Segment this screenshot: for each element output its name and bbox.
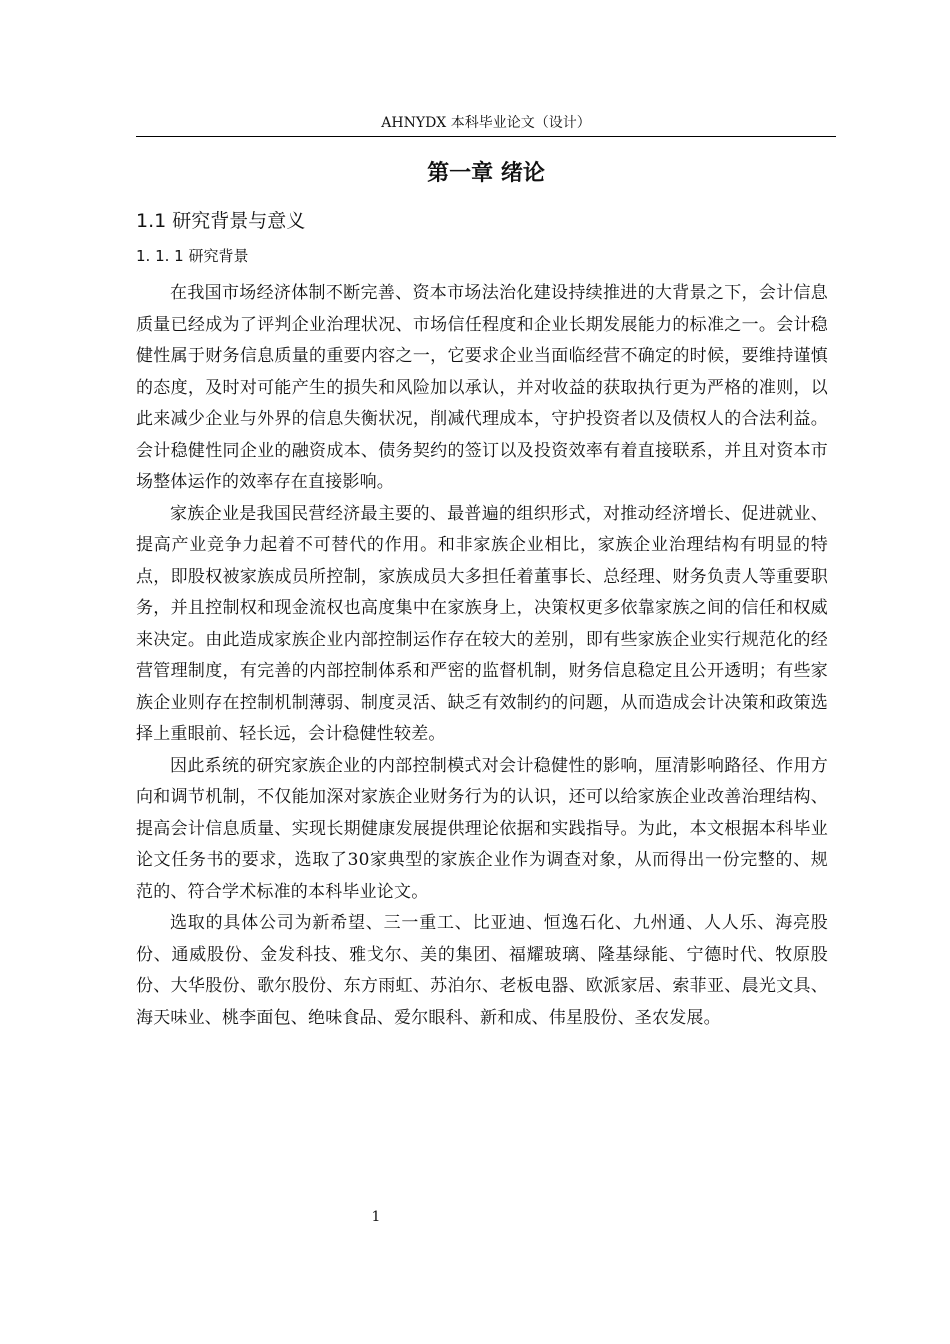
subsection-title: 1. 1. 1 研究背景: [136, 247, 249, 265]
body-text: [136, 278, 828, 1034]
paragraph-2: 家族企业是我国民营经济最主要的、最普遍的组织形式，对推动经济增长、促进就业、提高产业竞争力起着不可替代的作用。和非家族企业相比，家族企业治理结构有明显的特点，即股权被家族成员所控制，家族成员大多担任着董事长、总经理、财务负责人等重要职务，并且控制权和现金流权也高度集中在家族身上，决策权更多依靠家族之间的信任和权威来决定。由此造成家族企业内部控制运作存在较大的差别，即有些家族企业实行规范化的经营管理制度，有完善的内部控制体系和严密的监督机制，财务信息稳定且公开透明；有些家族企业则存在控制机制薄弱、制度灵活、缺乏有效制约的问题，从而造成会计决策和政策选择上重眼前、轻长远，会计稳健性较差。: [136, 503, 828, 744]
chapter-title: 第一章 绪论: [427, 161, 545, 186]
paragraph-3: 因此系统的研究家族企业的内部控制模式对会计稳健性的影响，厘清影响路径、作用方向和调节机制，不仅能加深对家族企业财务行为的认识，还可以给家族企业改善治理结构、提高会计信息质量、实现长期健康发展提供理论依据和实践指导。为此，本文根据本科毕业论文任务书的要求，选取了30家典型的家族企业作为调查对象，从而得出一份完整的、规范的、符合学术标准的本科毕业论文。: [136, 755, 828, 902]
page-number: 1: [371, 1209, 381, 1225]
header-rule: [136, 136, 836, 137]
running-header: AHNYDX 本科毕业论文（设计）: [381, 115, 591, 131]
paragraph-4: 选取的具体公司为新希望、三一重工、比亚迪、恒逸石化、九州通、人人乐、海亮股份、通威股份、金发科技、雅戈尔、美的集团、福耀玻璃、隆基绿能、宁德时代、牧原股份、大华股份、歌尔股份、东方雨虹、苏泊尔、老板电器、欧派家居、索菲亚、晨光文具、海天味业、桃李面包、绝味食品、爱尔眼科、新和成、伟星股份、圣农发展。: [136, 913, 828, 1028]
paragraph-1: 在我国市场经济体制不断完善、资本市场法治化建设持续推进的大背景之下，会计信息质量已经成为了评判企业治理状况、市场信任程度和企业长期发展能力的标准之一。会计稳健性属于财务信息质量的重要内容之一，它要求企业当面临经营不确定的时候，要维持谨慎的态度，及时对可能产生的损失和风险加以承认，并对收益的获取执行更为严格的准则，以此来减少企业与外界的信息失衡状况，削减代理成本，守护投资者以及债权人的合法利益。会计稳健性同企业的融资成本、债务契约的签订以及投资效率有着直接联系，并且对资本市场整体运作的效率存在直接影响。: [136, 283, 828, 492]
section-title: 1.1 研究背景与意义: [136, 210, 306, 232]
